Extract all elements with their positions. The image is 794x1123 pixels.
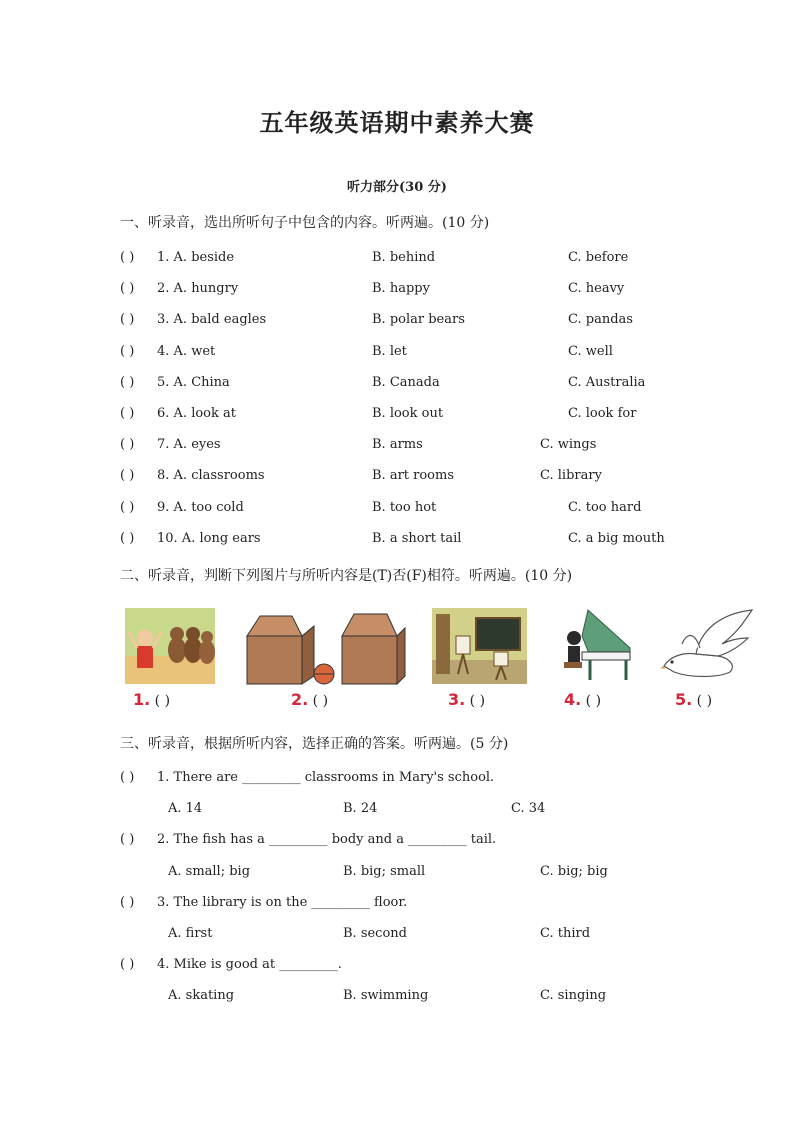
s1-question-2 xyxy=(120,281,720,301)
answer-blank[interactable]: ( ) xyxy=(120,770,135,785)
s1-question-6 xyxy=(120,406,720,426)
option-b: B. 24 xyxy=(343,801,378,816)
answer-blank[interactable]: ( ) xyxy=(120,832,135,847)
answer-blank[interactable]: ( ) xyxy=(120,468,135,483)
option-b: B. too hot xyxy=(372,500,437,515)
picture-1-label xyxy=(133,690,170,709)
option-a: 3. A. bald eagles xyxy=(157,312,267,327)
option-c: C. pandas xyxy=(568,312,633,327)
answer-blank[interactable]: ( ) xyxy=(120,344,135,359)
s3-question-1 xyxy=(120,770,720,790)
piano-player-image xyxy=(560,608,635,684)
section1-heading: 一、听录音，选出所听句子中包含的内容。听两遍。(10 分) xyxy=(120,215,490,231)
page-title: 五年级英语期中素养大赛 xyxy=(259,108,535,137)
answer-blank[interactable]: ( ) xyxy=(312,693,329,709)
option-b: B. arms xyxy=(372,437,423,452)
s1-question-3 xyxy=(120,312,720,332)
question-stem: 1. There are _________ classrooms in Mary's school. xyxy=(157,770,495,785)
s1-question-10 xyxy=(120,531,720,551)
option-c: C. singing xyxy=(540,988,607,1003)
art-room-image xyxy=(432,608,527,684)
picture-number: 2. xyxy=(291,690,309,709)
option-a: 7. A. eyes xyxy=(157,437,221,452)
option-b: B. look out xyxy=(372,406,444,421)
s3-question-3 xyxy=(120,895,720,915)
answer-blank[interactable]: ( ) xyxy=(585,693,602,709)
picture-2-label xyxy=(291,690,328,709)
picture-3-label xyxy=(448,690,485,709)
s1-question-9 xyxy=(120,500,720,520)
option-c: C. too hard xyxy=(568,500,642,515)
answer-blank[interactable]: ( ) xyxy=(120,250,135,265)
listening-subtitle: 听力部分(30 分) xyxy=(347,180,447,195)
section3-heading: 三、听录音，根据所听内容，选择正确的答案。听两遍。(5 分) xyxy=(120,736,509,752)
option-c: C. big; big xyxy=(540,864,608,879)
option-a: A. first xyxy=(168,926,213,941)
picture-number: 3. xyxy=(448,690,466,709)
picture-5-label xyxy=(675,690,712,709)
s1-question-4 xyxy=(120,344,720,364)
question-stem: 3. The library is on the _________ floor. xyxy=(157,895,408,910)
option-a: 6. A. look at xyxy=(157,406,236,421)
answer-blank[interactable]: ( ) xyxy=(120,281,135,296)
picture-4-label xyxy=(564,690,601,709)
picture-number: 5. xyxy=(675,690,693,709)
option-a: 5. A. China xyxy=(157,375,230,390)
answer-blank[interactable]: ( ) xyxy=(120,437,135,452)
option-b: B. behind xyxy=(372,250,436,265)
question-stem: 4. Mike is good at _________. xyxy=(157,957,342,972)
option-c: C. 34 xyxy=(511,801,546,816)
question-stem: 2. The fish has a _________ body and a _________ tail. xyxy=(157,832,497,847)
answer-blank[interactable]: ( ) xyxy=(120,375,135,390)
option-c: C. heavy xyxy=(568,281,625,296)
option-b: B. second xyxy=(343,926,407,941)
option-c: C. Australia xyxy=(568,375,646,390)
answer-blank[interactable]: ( ) xyxy=(120,895,135,910)
option-b: B. let xyxy=(372,344,407,359)
bears-and-boy-image xyxy=(125,608,215,684)
option-a: 9. A. too cold xyxy=(157,500,244,515)
answer-blank[interactable]: ( ) xyxy=(469,693,486,709)
option-c: C. look for xyxy=(568,406,637,421)
answer-blank[interactable]: ( ) xyxy=(120,312,135,327)
option-b: B. big; small xyxy=(343,864,426,879)
option-b: B. art rooms xyxy=(372,468,455,483)
option-c: C. third xyxy=(540,926,591,941)
option-a: 4. A. wet xyxy=(157,344,216,359)
option-a: 2. A. hungry xyxy=(157,281,239,296)
option-a: A. small; big xyxy=(168,864,251,879)
section2-heading: 二、听录音，判断下列图片与所听内容是(T)否(F)相符。听两遍。(10 分) xyxy=(120,568,573,584)
s3-question-4 xyxy=(120,957,720,977)
option-a: 10. A. long ears xyxy=(157,531,261,546)
picture-number: 4. xyxy=(564,690,582,709)
option-a: A. 14 xyxy=(168,801,203,816)
option-a: A. skating xyxy=(168,988,235,1003)
option-c: C. library xyxy=(540,468,602,483)
answer-blank[interactable]: ( ) xyxy=(154,693,171,709)
s1-question-5 xyxy=(120,375,720,395)
answer-blank[interactable]: ( ) xyxy=(120,406,135,421)
answer-blank[interactable]: ( ) xyxy=(120,531,135,546)
option-b: B. happy xyxy=(372,281,430,296)
option-c: C. before xyxy=(568,250,629,265)
s1-question-1 xyxy=(120,250,720,270)
dove-image xyxy=(660,608,755,684)
picture-number: 1. xyxy=(133,690,151,709)
option-c: C. well xyxy=(568,344,613,359)
option-a: 8. A. classrooms xyxy=(157,468,265,483)
answer-blank[interactable]: ( ) xyxy=(120,500,135,515)
boxes-and-ball-image xyxy=(242,608,407,688)
option-a: 1. A. beside xyxy=(157,250,235,265)
answer-blank[interactable]: ( ) xyxy=(696,693,713,709)
option-b: B. Canada xyxy=(372,375,440,390)
s3-question-2 xyxy=(120,832,720,852)
s1-question-8 xyxy=(120,468,720,488)
option-b: B. polar bears xyxy=(372,312,465,327)
option-b: B. a short tail xyxy=(372,531,462,546)
option-c: C. wings xyxy=(540,437,597,452)
option-b: B. swimming xyxy=(343,988,429,1003)
option-c: C. a big mouth xyxy=(568,531,665,546)
answer-blank[interactable]: ( ) xyxy=(120,957,135,972)
s1-question-7 xyxy=(120,437,720,457)
